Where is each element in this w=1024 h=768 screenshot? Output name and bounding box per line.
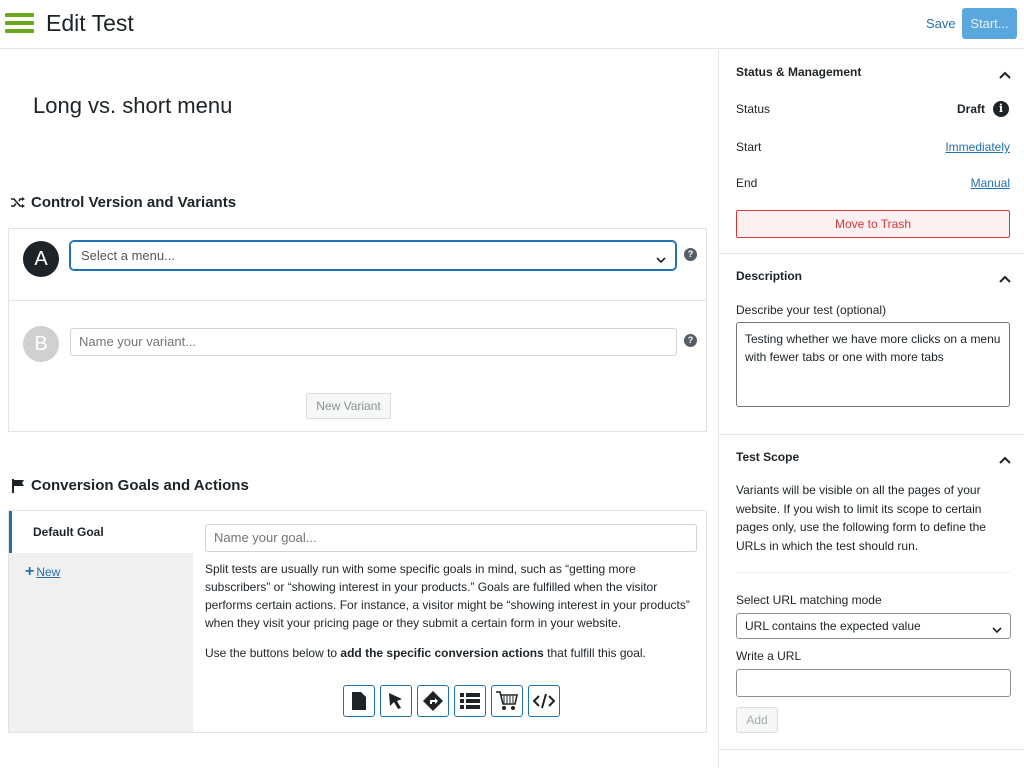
top-bar [0, 0, 1024, 49]
chevron-down-icon [991, 620, 1003, 644]
end-label: End [736, 176, 758, 190]
status-value: Draft [957, 102, 986, 116]
actions-intro-suffix: that fulfill this goal. [543, 646, 646, 660]
actions-intro [205, 646, 701, 660]
start-value-link[interactable]: Immediately [945, 140, 1010, 154]
actions-intro-bold: add the specific conversion actions [340, 646, 544, 660]
variants-box [8, 228, 707, 432]
save-button[interactable]: Save [926, 16, 956, 31]
chevron-up-icon[interactable] [999, 452, 1011, 460]
test-name[interactable]: Long vs. short menu [33, 93, 233, 118]
variant-row-control [9, 229, 706, 301]
goals-section-label: Conversion Goals and Actions [31, 477, 249, 494]
divider [736, 572, 1010, 573]
url-mode-value: URL contains the expected value [745, 619, 921, 633]
move-to-trash-button[interactable]: Move to Trash [736, 210, 1010, 238]
description-field-label: Describe your test (optional) [736, 303, 887, 317]
goal-description: Split tests are usually run with some specific goals in mind, such as “getting more subscribers” or “showing interest in your products.” Goals are fulfilled when the visitor performs certain actions. For instance, a visitor might be “showing interest in your products” when they visit your pricing page or they submit a certain form in your website. [205, 562, 690, 630]
variants-section-label: Control Version and Variants [31, 194, 237, 211]
shuffle-icon [10, 195, 26, 211]
cart-icon[interactable] [491, 685, 523, 717]
flag-icon [10, 478, 26, 494]
end-value-link[interactable]: Manual [970, 176, 1010, 190]
goals-sidebar [9, 511, 193, 732]
page-title: Edit Test [46, 10, 134, 36]
variants-section-title [10, 194, 236, 211]
new-goal-label: New [36, 565, 61, 579]
description-textarea[interactable]: Testing whether we have more clicks on a menu with fewer tabs or one with more tabs [736, 322, 1010, 407]
status-panel [719, 50, 1024, 254]
variant-row-b [9, 302, 706, 432]
goal-name-input[interactable]: Name your goal... [205, 524, 697, 552]
directions-icon[interactable] [417, 685, 449, 717]
conversion-actions [343, 685, 560, 717]
menu-icon[interactable] [5, 13, 34, 34]
actions-intro-prefix: Use the buttons below to [205, 646, 341, 660]
url-mode-label: Select URL matching mode [736, 593, 882, 607]
main-content [0, 50, 718, 768]
list-icon[interactable] [454, 685, 486, 717]
chevron-up-icon[interactable] [999, 271, 1011, 279]
chevron-up-icon[interactable] [999, 67, 1011, 75]
start-label: Start [736, 140, 762, 154]
url-label: Write a URL [736, 649, 802, 663]
scope-panel-title[interactable]: Test Scope [736, 450, 800, 464]
click-icon[interactable] [380, 685, 412, 717]
url-input[interactable] [736, 669, 1011, 697]
goals-box [8, 510, 707, 733]
url-mode-select[interactable] [736, 613, 1011, 639]
new-variant-button[interactable]: New Variant [306, 393, 391, 419]
status-panel-title[interactable]: Status & Management [736, 65, 862, 79]
new-goal-link[interactable] [25, 565, 60, 579]
control-avatar: A [23, 241, 59, 277]
start-button[interactable]: Start... [962, 8, 1017, 39]
variant-avatar: B [23, 326, 59, 362]
menu-select[interactable] [70, 241, 676, 270]
variant-name-input[interactable]: Name your variant... [70, 328, 677, 356]
help-icon[interactable]: ? [684, 248, 697, 261]
description-panel-title[interactable]: Description [736, 269, 803, 283]
help-icon[interactable]: ? [684, 334, 697, 347]
goals-section-title [10, 477, 249, 494]
settings-sidebar [718, 50, 1024, 768]
scope-description: Variants will be visible on all the pages of your website. If you wish to limit its scope to certain pages only, use the following form to define the URLs in which the test should run. [736, 483, 986, 553]
page-icon[interactable] [343, 685, 375, 717]
status-label: Status [736, 102, 771, 116]
chevron-down-icon [655, 248, 667, 275]
info-icon[interactable]: i [993, 101, 1009, 117]
default-goal-tab[interactable]: Default Goal [9, 511, 193, 553]
menu-select-placeholder: Select a menu... [81, 248, 175, 263]
code-icon[interactable] [528, 685, 560, 717]
add-url-button[interactable]: Add [736, 707, 778, 733]
plus-icon: + [25, 563, 35, 580]
